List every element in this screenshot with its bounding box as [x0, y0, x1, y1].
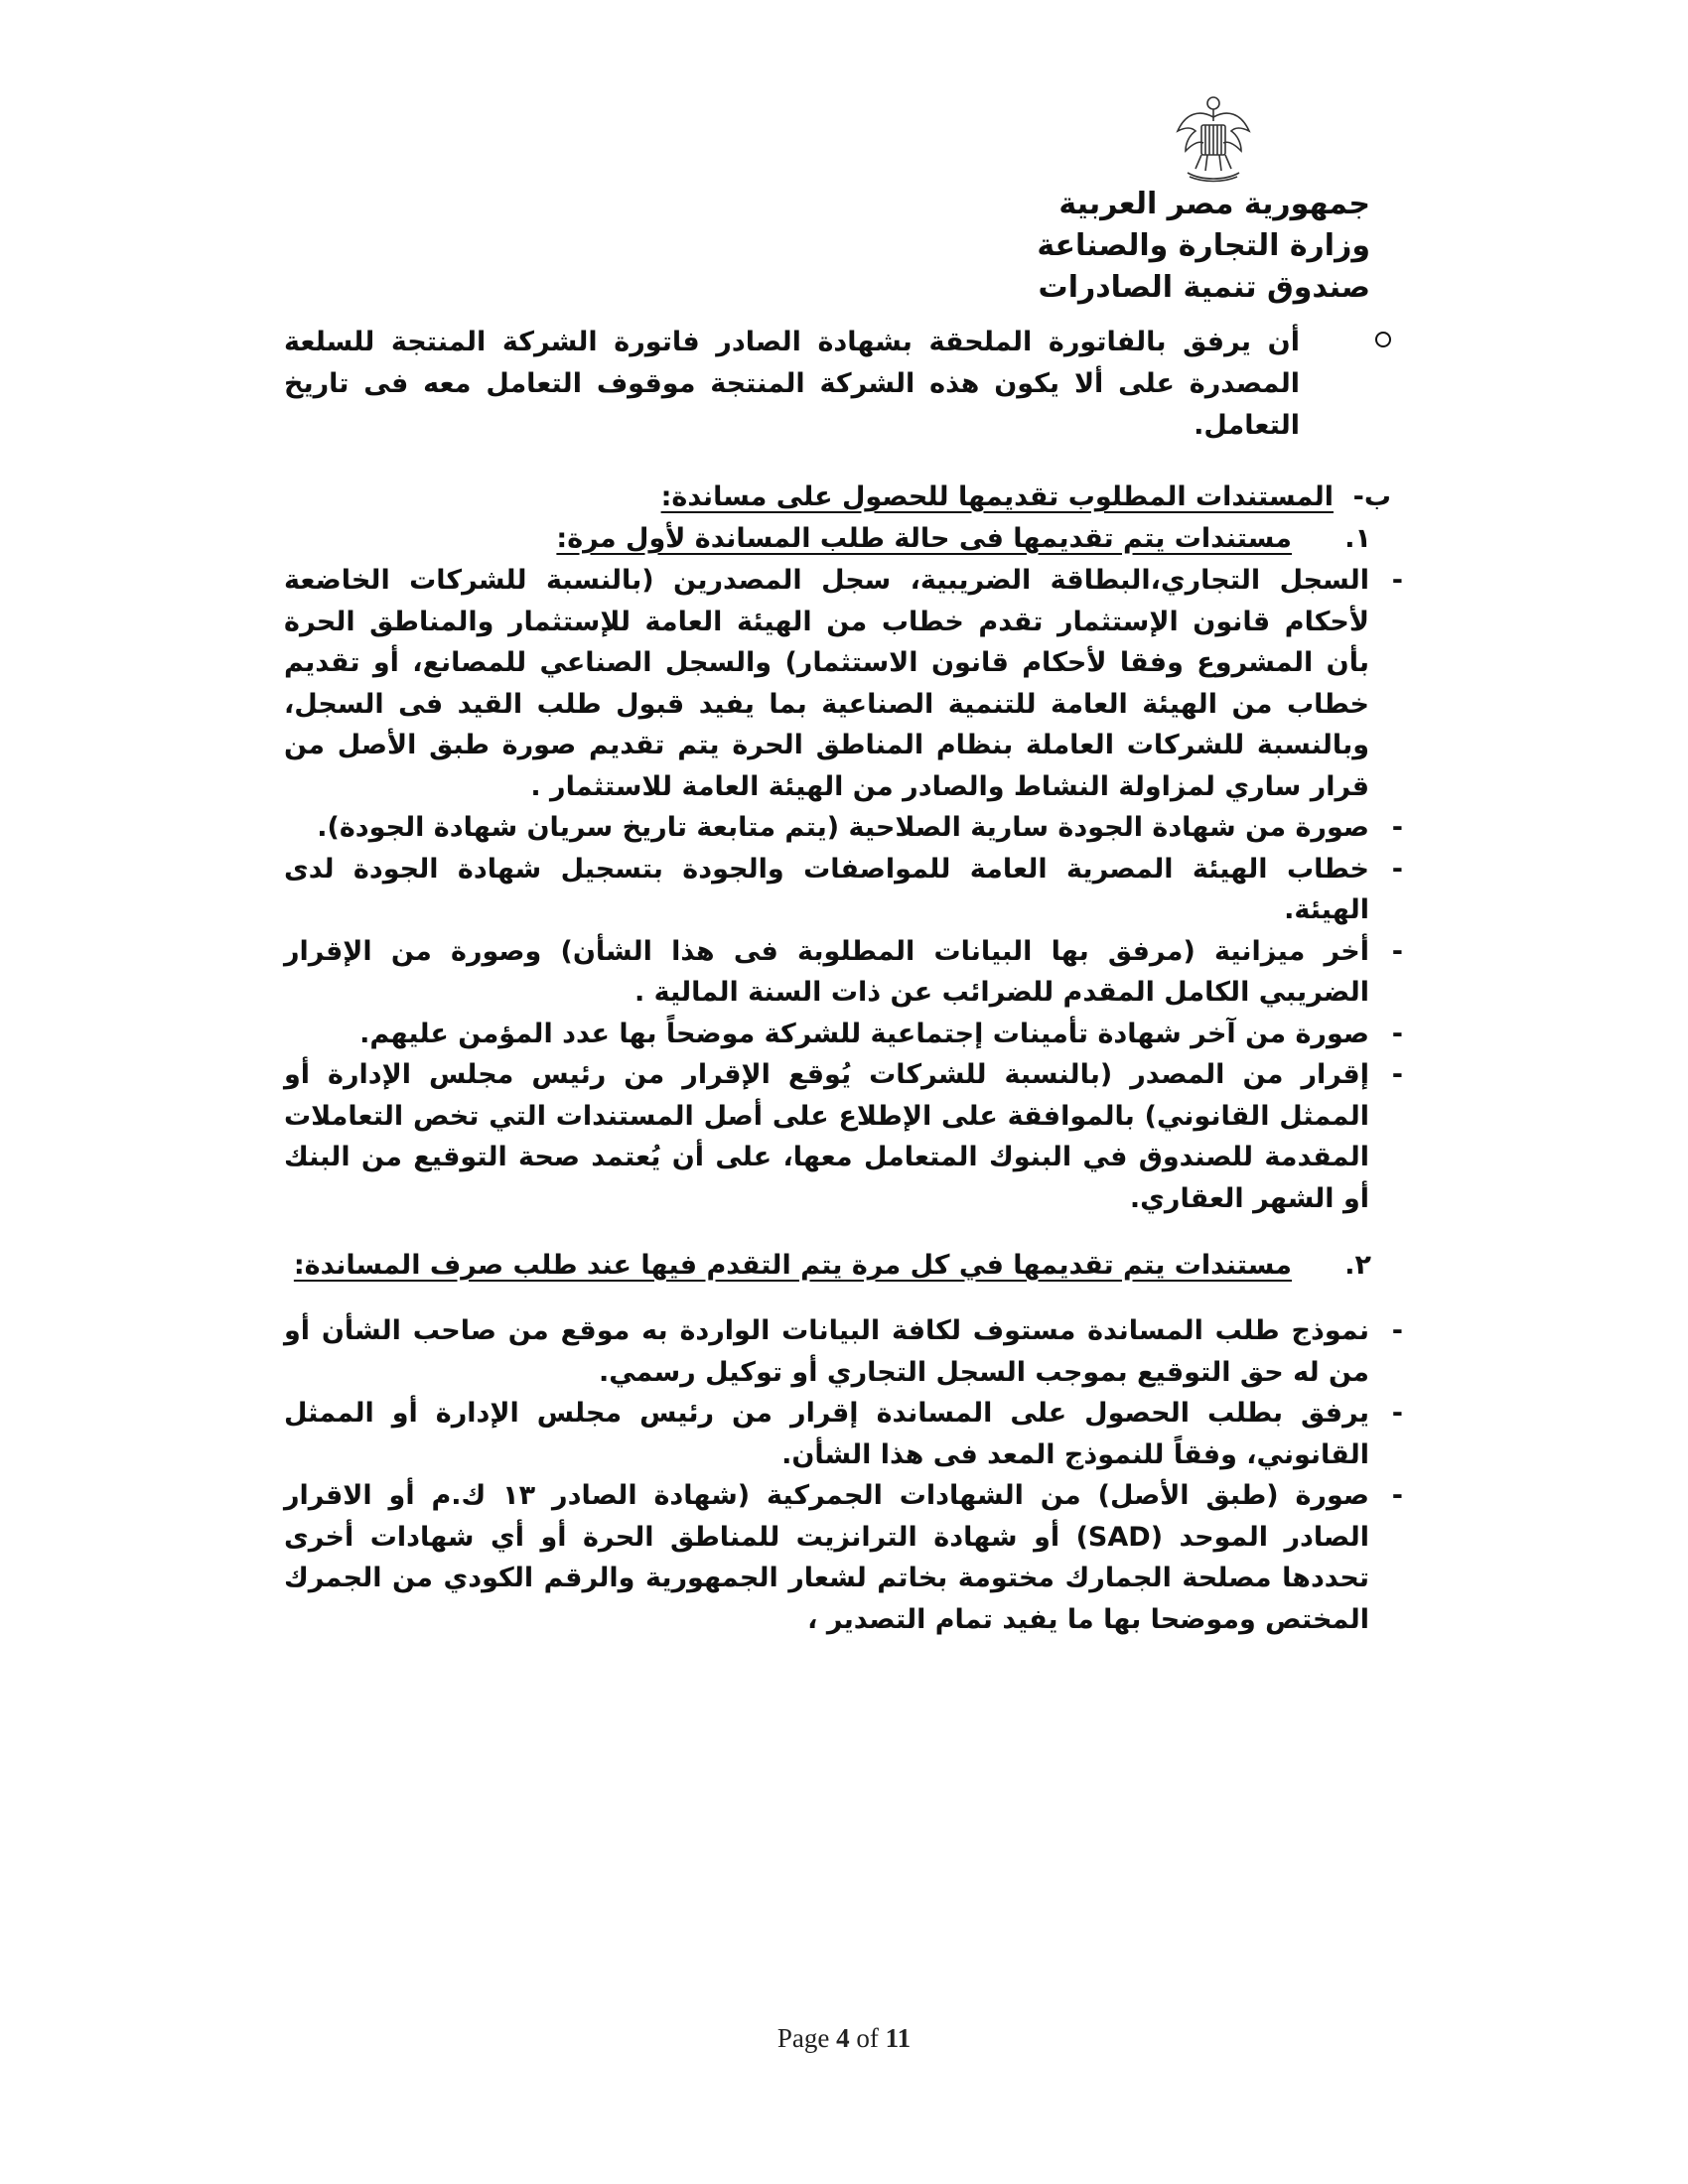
- list-item-text: يرفق بطلب الحصول على المساندة إقرار من رئيس مجلس الإدارة أو الممثل القانوني، وفقاً للنموذج المعد فى هذا الشأن.: [284, 1398, 1369, 1470]
- list-item: [284, 1393, 1403, 1475]
- dash-bullet: -: [1391, 1398, 1403, 1429]
- section-1-heading: [284, 518, 1391, 560]
- list-item-text: صورة من شهادة الجودة سارية الصلاحية (يتم متابعة تاريخ سريان شهادة الجودة).: [317, 812, 1369, 843]
- letterhead-republic: جمهورية مصر العربية: [1058, 187, 1370, 221]
- dash-bullet: -: [1391, 1315, 1403, 1346]
- list-item: [284, 1014, 1403, 1055]
- list-item-text: نموذج طلب المساندة مستوف لكافة البيانات الواردة به موقع من صاحب الشأن أو من له حق التوقيع بموجب السجل التجاري أو توكيل رسمي.: [284, 1315, 1369, 1388]
- list-item-text: صورة من آخر شهادة تأمينات إجتماعية للشركة موضحاً بها عدد المؤمن عليهم.: [359, 1018, 1369, 1049]
- list-item: [284, 1310, 1403, 1393]
- section-1-title: مستندات يتم تقديمها فى حالة طلب المساندة لأول مرة:: [556, 523, 1292, 554]
- list-item: [284, 931, 1403, 1014]
- dash-bullet: -: [1391, 1059, 1403, 1090]
- dash-bullet: -: [1391, 565, 1403, 596]
- list-item: [284, 849, 1403, 931]
- page-current: 4: [836, 2023, 850, 2053]
- page-total: 11: [885, 2023, 912, 2053]
- list-item-text: السجل التجاري،البطاقة الضريبية، سجل المصدرين (بالنسبة للشركات الخاضعة لأحكام قانون الإستثمار تقدم خطاب من الهيئة العامة للإستثمار والمناطق الحرة بأن المشروع وفقا لأحكام قانون الاستثمار) والسجل الصناعي للمصانع، أو تقديم خطاب من الهيئة العامة للتنمية الصناعية بما يفيد قبول طلب القيد فى السجل، وبالنسبة للشركات العاملة بنظام المناطق الحرة يتم تقديم صورة طبق الأصل من قرار ساري لمزاولة النشاط والصادر من الهيئة العامة للاستثمار .: [284, 565, 1369, 802]
- letterhead-ministry: وزارة التجارة والصناعة: [1037, 228, 1370, 263]
- list-item-text: إقرار من المصدر (بالنسبة للشركات يُوقع الإقرار من رئيس مجلس الإدارة أو الممثل القانوني) بالموافقة على الإطلاع على أصل المستندات التي تخص التعاملات المقدمة للصندوق في البنوك المتعامل معها، على أن يُعتمد صحة التوقيع من البنك أو الشهر العقاري.: [284, 1059, 1369, 1214]
- circle-bullet-icon: [1375, 332, 1391, 347]
- egypt-eagle-emblem-icon: [1174, 91, 1253, 183]
- section-b-title: المستندات المطلوب تقديمها للحصول على مساندة:: [660, 481, 1334, 512]
- list-item-text: خطاب الهيئة المصرية العامة للمواصفات والجودة بتسجيل شهادة الجودة لدى الهيئة.: [284, 853, 1369, 925]
- page-label: Page: [776, 2023, 830, 2053]
- list-item: [284, 1475, 1403, 1640]
- intro-bullet-item: [284, 322, 1391, 447]
- letterhead: [774, 184, 1370, 309]
- section-b-heading: [284, 477, 1391, 518]
- list-item-text: صورة (طبق الأصل) من الشهادات الجمركية (شهادة الصادر ١٣ ك.م أو الاقرار الصادر الموحد (SAD) أو شهادة الترانزيت للمناطق الحرة أو أي شهادات أخرى تحددها مصلحة الجمارك مختومة بخاتم لشعار الجمهورية والرقم الكودي من الجمرك المختص وموضحا بها ما يفيد تمام التصدير ،: [284, 1480, 1369, 1635]
- dash-bullet: -: [1391, 812, 1403, 843]
- dash-bullet: -: [1391, 935, 1403, 967]
- section-b-marker: ب-: [1352, 481, 1391, 512]
- section-2-heading: [284, 1245, 1391, 1287]
- dash-bullet: -: [1391, 1018, 1403, 1049]
- list-item: [284, 560, 1403, 807]
- section-2-number: ٢.: [1344, 1250, 1371, 1281]
- dash-bullet: -: [1391, 853, 1403, 885]
- section-1-number: ١.: [1344, 523, 1371, 554]
- document-body: [284, 322, 1403, 1640]
- list-item: [284, 1054, 1403, 1219]
- dash-bullet: -: [1391, 1480, 1403, 1511]
- of-label: of: [856, 2023, 879, 2053]
- list-item: [284, 807, 1403, 849]
- letterhead-fund: صندوق تنمية الصادرات: [1038, 270, 1370, 305]
- section-2-title: مستندات يتم تقديمها في كل مرة يتم التقدم فيها عند طلب صرف المساندة:: [293, 1250, 1292, 1281]
- intro-bullet-text: أن يرفق بالفاتورة الملحقة بشهادة الصادر فاتورة الشركة المنتجة للسلعة المصدرة على ألا يكون هذه الشركة المنتجة موقوف التعامل معه فى تاريخ التعامل.: [284, 327, 1300, 441]
- list-item-text: أخر ميزانية (مرفق بها البيانات المطلوبة فى هذا الشأن) وصورة من الإقرار الضريبي الكامل المقدم للضرائب عن ذات السنة المالية .: [284, 935, 1369, 1008]
- page-number-footer: [0, 2023, 1688, 2054]
